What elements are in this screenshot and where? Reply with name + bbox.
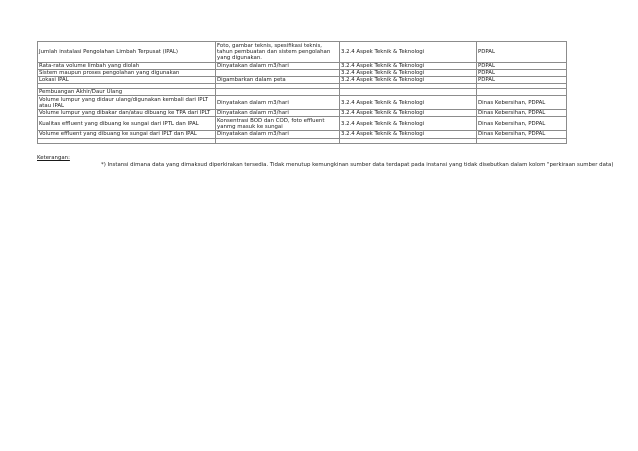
- chapter-reference-cell: 3.2.4 Aspek Teknik & Teknologi: [340, 63, 477, 70]
- data-item-cell: Volume lumpur yang dibakar dan/atau dibuang ke TPA dari IPLT: [38, 110, 216, 117]
- data-detail-cell: [216, 138, 340, 143]
- data-detail-cell: Dinyatakan dalam m3/hari: [216, 63, 340, 70]
- data-source-cell: Dinas Kebersihan, PDPAL: [477, 96, 567, 110]
- data-detail-cell: Dinyatakan dalam m3/hari: [216, 110, 340, 117]
- data-source-cell: PDPAL: [477, 70, 567, 77]
- chapter-reference-cell: 3.2.4 Aspek Teknik & Teknologi: [340, 70, 477, 77]
- data-source-cell: Dinas Kebersihan, PDPAL: [477, 117, 567, 131]
- table-row: [38, 63, 567, 70]
- data-source-cell: PDPAL: [477, 42, 567, 63]
- data-source-cell: [477, 89, 567, 96]
- table-row: [38, 96, 567, 110]
- data-item-cell: Jumlah instalasi Pengolahan Limbah Terpusat (IPAL): [38, 42, 216, 63]
- data-item-cell: Kualitas effluent yang dibuang ke sungai dari IPTL dan IPAL: [38, 117, 216, 131]
- data-item-cell: Sistem maupun proses pengolahan yang digunakan: [38, 70, 216, 77]
- data-detail-cell: Digambarkan dalam peta: [216, 77, 340, 84]
- data-detail-cell: Konsentrasi BOD dan COD, foto effluent yanmg masuk ke sungai: [216, 117, 340, 131]
- chapter-reference-cell: [340, 89, 477, 96]
- table-row: [38, 42, 567, 63]
- data-source-cell: Dinas Kebersihan, PDPAL: [477, 110, 567, 117]
- data-detail-cell: Dinyatakan dalam m3/hari: [216, 96, 340, 110]
- data-item-cell: Rata-rata volume limbah yang diolah: [38, 63, 216, 70]
- table-row: [38, 77, 567, 84]
- table-row: [38, 70, 567, 77]
- chapter-reference-cell: 3.2.4 Aspek Teknik & Teknologi: [340, 96, 477, 110]
- table-row: [38, 89, 567, 96]
- notes-section: [37, 155, 613, 169]
- chapter-reference-cell: 3.2.4 Aspek Teknik & Teknologi: [340, 77, 477, 84]
- data-source-cell: PDPAL: [477, 63, 567, 70]
- table-row: [38, 131, 567, 138]
- table-row: [38, 138, 567, 143]
- table-row: [38, 110, 567, 117]
- data-requirements-table: [37, 41, 567, 144]
- table-row: [38, 117, 567, 131]
- chapter-reference-cell: [340, 138, 477, 143]
- data-detail-cell: [216, 89, 340, 96]
- data-source-cell: [477, 138, 567, 143]
- data-item-cell: Volume effluent yang dibuang ke sungai dari IPLT dan IPAL: [38, 131, 216, 138]
- notes-title: Keterangan:: [37, 155, 70, 161]
- notes-text: *) Instansi dimana data yang dimaksud diperkirakan tersedia. Tidak menutup kemungkinan sumber data terdapat pada instansi yang tidak disebutkan dalam kolom "perkiraan sumber data): [101, 162, 614, 168]
- data-item-cell: Volume lumpur yang didaur ulang/digunakan kembali dari IPLT atau IPAL: [38, 96, 216, 110]
- data-detail-cell: Foto, gambar teknis, spesifikasi teknis, tahun pembuatan dan sistem pengolahan yang digunakan.: [216, 42, 340, 63]
- data-item-cell: Lokasi IPAL: [38, 77, 216, 84]
- data-detail-cell: [216, 70, 340, 77]
- data-detail-cell: Dinyatakan dalam m3/hari: [216, 131, 340, 138]
- data-item-cell: Pembuangan Akhir/Daur Ulang: [38, 89, 216, 96]
- data-item-cell: [38, 138, 216, 143]
- chapter-reference-cell: 3.2.4 Aspek Teknik & Teknologi: [340, 117, 477, 131]
- chapter-reference-cell: 3.2.4 Aspek Teknik & Teknologi: [340, 110, 477, 117]
- data-source-cell: PDPAL: [477, 77, 567, 84]
- chapter-reference-cell: 3.2.4 Aspek Teknik & Teknologi: [340, 42, 477, 63]
- data-source-cell: Dinas Kebersihan, PDPAL: [477, 131, 567, 138]
- chapter-reference-cell: 3.2.4 Aspek Teknik & Teknologi: [340, 131, 477, 138]
